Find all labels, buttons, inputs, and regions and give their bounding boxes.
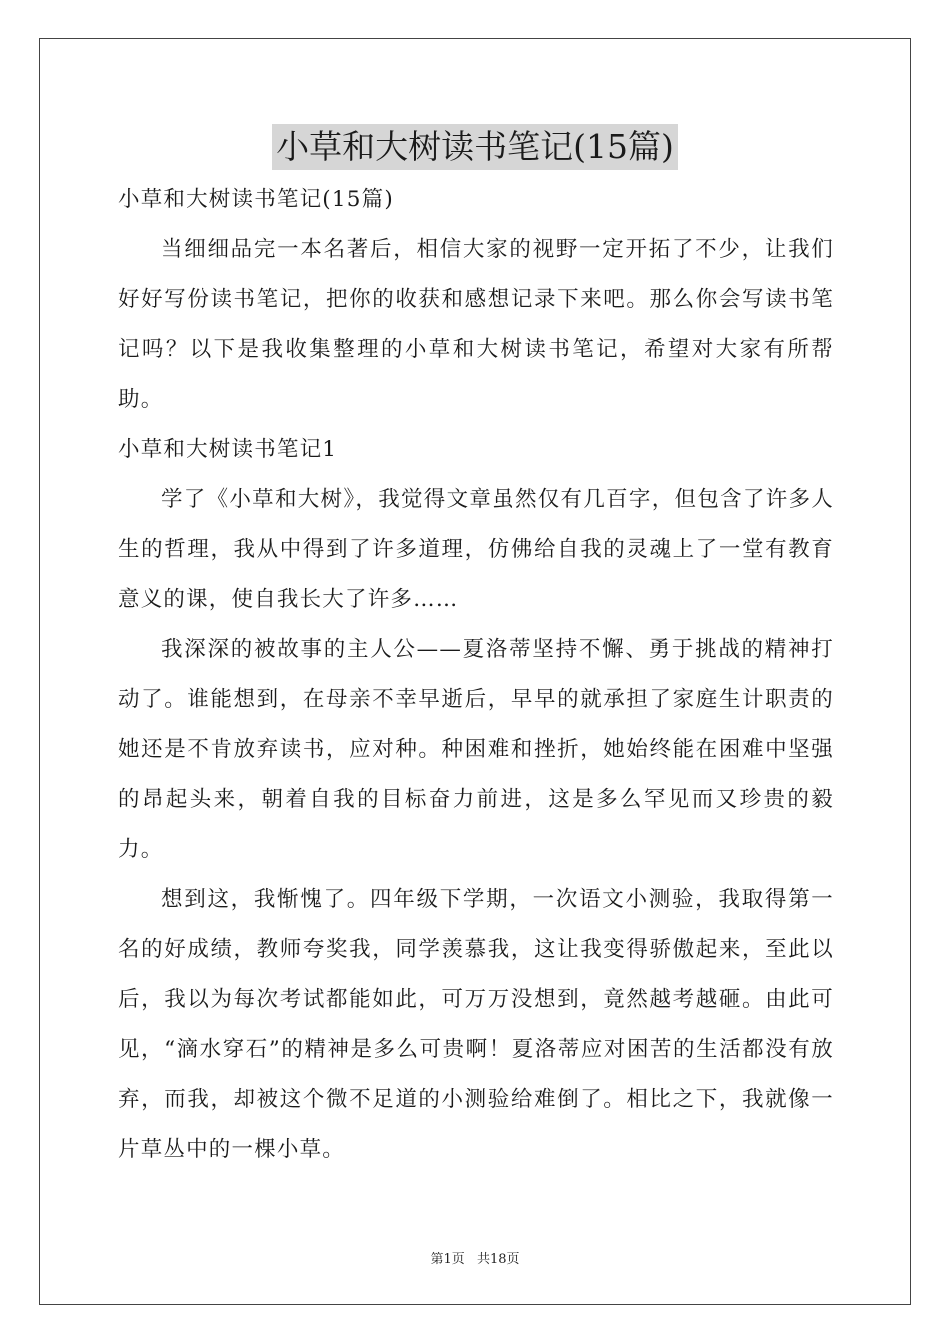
document-body (118, 175, 834, 1175)
body-paragraph: 学了《小草和大树》，我觉得文章虽然仅有几百字，但包含了许多人生的哲理，我从中得到了许多道理，仿佛给自我的灵魂上了一堂有教育意义的课，使自我长大了许多…… (118, 487, 834, 612)
intro-paragraph: 当细细品完一本名著后，相信大家的视野一定开拓了不少，让我们好好写份读书笔记，把你的收获和感想记录下来吧。那么你会写读书笔记吗？以下是我收集整理的小草和大树读书笔记，希望对大家有所帮助。 (118, 237, 834, 412)
body-paragraph: 我深深的被故事的主人公——夏洛蒂坚持不懈、勇于挑战的精神打动了。谁能想到，在母亲不幸早逝后，早早的就承担了家庭生计职责的她还是不肯放弃读书，应对种。种困难和挫折，她始终能在困难中坚强的昂起头来，朝着自我的目标奋力前进，这是多么罕见而又珍贵的毅力。 (118, 637, 834, 862)
page-total: 共18页 (476, 1252, 520, 1267)
page-footer (0, 1248, 950, 1267)
subtitle-paragraph: 小草和大树读书笔记(15篇) (118, 187, 394, 212)
title-container (0, 124, 950, 170)
page-number: 第1页 (430, 1252, 465, 1267)
body-paragraph: 想到这，我惭愧了。四年级下学期，一次语文小测验，我取得第一名的好成绩，教师夸奖我，同学羡慕我，这让我变得骄傲起来，至此以后，我以为每次考试都能如此，可万万没想到，竟然越考越砸。由此可见，“滴水穿石”的精神是多么可贵啊！夏洛蒂应对困苦的生活都没有放弃，而我，却被这个微不足道的小测验给难倒了。相比之下，我就像一片草丛中的一棵小草。 (118, 887, 834, 1162)
document-title: 小草和大树读书笔记(15篇) (272, 124, 678, 170)
section-heading: 小草和大树读书笔记1 (118, 437, 338, 462)
